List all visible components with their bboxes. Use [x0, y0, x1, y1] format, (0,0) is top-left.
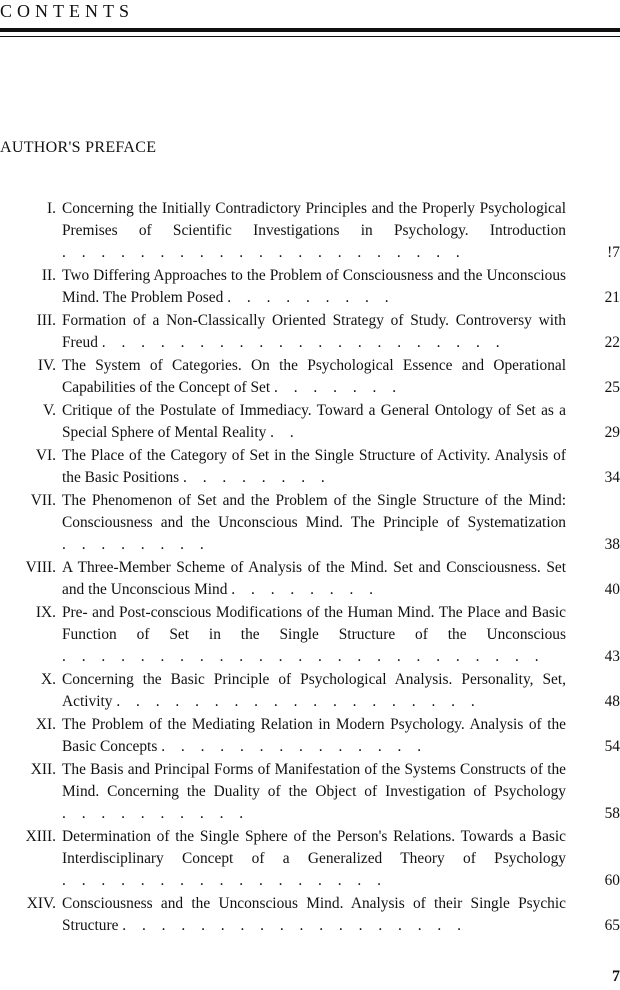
page-number: 21	[604, 289, 620, 306]
dot-leader: . . . . . . . . . . . . . . . . . .	[122, 917, 467, 934]
toc-entry[interactable]	[0, 557, 620, 601]
table-of-contents	[0, 198, 620, 938]
chapter-number: III.	[36, 312, 56, 329]
chapter-title: A Three-Member Scheme of Analysis of the Mind. Set and Consciousness. Set and the Unconscious Mind	[62, 559, 566, 598]
page-title: CONTENTS	[0, 1, 134, 21]
page-number: 25	[604, 379, 620, 396]
page-number: 38	[604, 536, 620, 553]
toc-entry[interactable]	[0, 602, 620, 668]
page-number: 58	[604, 805, 620, 822]
toc-entry[interactable]	[0, 355, 620, 399]
chapter-text	[62, 826, 566, 892]
page-number: 22	[604, 334, 620, 351]
dot-leader: . . . . . . . . .	[227, 289, 395, 306]
folio-page-number: 7	[612, 968, 620, 985]
chapter-text	[62, 714, 566, 758]
toc-entry[interactable]	[0, 198, 620, 264]
chapter-title: Critique of the Postulate of Immediacy. Toward a General Ontology of Set as a Special Sphere of Mental Reality	[62, 402, 566, 441]
page-number: 43	[604, 648, 620, 665]
chapter-number: XIII.	[25, 828, 56, 845]
toc-entry[interactable]	[0, 826, 620, 892]
chapter-number: II.	[41, 267, 56, 284]
dot-leader: . .	[270, 424, 300, 441]
dot-leader: . . . . . . . . . . . . . . . . . . .	[116, 693, 481, 710]
page-number: 54	[604, 738, 620, 755]
page-number: 34	[604, 469, 620, 486]
header-rule-thin	[0, 36, 620, 37]
chapter-title: Determination of the Single Sphere of the Person's Relations. Towards a Basic Interdisciplinary Concept of a Generalized Theory of Psychology	[62, 828, 566, 867]
chapter-title: The System of Categories. On the Psychological Essence and Operational Capabilities of the Concept of Set	[62, 357, 566, 396]
chapter-title: The Problem of the Mediating Relation in Modern Psychology. Analysis of the Basic Concepts	[62, 716, 566, 755]
chapter-number: VI.	[35, 447, 56, 464]
toc-entry[interactable]	[0, 490, 620, 556]
chapter-number: IX.	[35, 604, 56, 621]
chapter-title: Consciousness and the Unconscious Mind. Analysis of their Single Psychic Structure	[62, 895, 566, 934]
chapter-text	[62, 198, 566, 264]
dot-leader: . . . . . . . . . . . . . . . . . . . . .	[62, 244, 466, 261]
chapter-number: V.	[43, 402, 56, 419]
dot-leader: . . . . . . . . . . . . . . . . . . . . .	[101, 334, 506, 351]
chapter-text	[62, 445, 566, 489]
dot-leader: . . . . . . . . . . . . . .	[161, 738, 428, 755]
chapter-text	[62, 602, 566, 668]
chapter-text	[62, 400, 566, 444]
dot-leader: . . . . . . . .	[231, 581, 380, 598]
toc-entry[interactable]	[0, 265, 620, 309]
chapter-number: VII.	[30, 492, 56, 509]
page-number: !7	[607, 244, 620, 261]
page-number: 65	[604, 917, 620, 934]
chapter-number: XIV.	[26, 895, 56, 912]
chapter-title: Two Differing Approaches to the Problem of Consciousness and the Unconscious Mind. The Problem Posed	[62, 267, 566, 306]
chapter-number: IV.	[37, 357, 56, 374]
chapter-title: Concerning the Initially Contradictory Principles and the Properly Psychological Premises of Scientific Investigations in Psychology. Introduction	[62, 200, 566, 239]
chapter-title: The Place of the Category of Set in the Single Structure of Activity. Analysis of the Basic Positions	[62, 447, 566, 486]
chapter-number: XI.	[35, 716, 56, 733]
page-number: 29	[604, 424, 620, 441]
chapter-text	[62, 490, 566, 556]
page-number: 48	[604, 693, 620, 710]
dot-leader: . . . . . . . . . . . . . . . . .	[62, 872, 387, 889]
dot-leader: . . . . . . . .	[183, 469, 331, 486]
chapter-title: The Phenomenon of Set and the Problem of the Single Structure of the Mind: Consciousness and the Unconscious Mind. The Principle of Systematization	[62, 492, 566, 531]
toc-entry[interactable]	[0, 759, 620, 825]
chapter-number: I.	[47, 200, 56, 217]
dot-leader: . . . . . . .	[274, 379, 403, 396]
dot-leader: . . . . . . . . . . . . . . . . . . . . . . . . .	[62, 648, 545, 665]
chapter-title: Concerning the Basic Principle of Psychological Analysis. Personality, Set, Activity	[62, 671, 566, 710]
chapter-text	[62, 310, 566, 354]
toc-entry[interactable]	[0, 669, 620, 713]
chapter-number: XII.	[30, 761, 56, 778]
toc-entry[interactable]	[0, 714, 620, 758]
page-number: 40	[604, 581, 620, 598]
chapter-text	[62, 893, 566, 937]
dot-leader: . . . . . . . . . .	[62, 805, 250, 822]
dot-leader: . . . . . . . .	[62, 536, 210, 553]
chapter-number: X.	[41, 671, 56, 688]
page-number: 60	[604, 872, 620, 889]
chapter-number: VIII.	[25, 559, 56, 576]
section-heading-preface: AUTHOR'S PREFACE	[0, 139, 157, 156]
chapter-text	[62, 355, 566, 399]
chapter-title: Formation of a Non-Classically Oriented Strategy of Study. Controversy with Freud	[62, 312, 566, 351]
toc-entry[interactable]	[0, 400, 620, 444]
toc-entry[interactable]	[0, 445, 620, 489]
chapter-text	[62, 557, 566, 601]
toc-entry[interactable]	[0, 310, 620, 354]
chapter-title: Pre- and Post-conscious Modifications of the Human Mind. The Place and Basic Function of Set in the Single Structure of the Unconscious	[62, 604, 566, 643]
chapter-text	[62, 759, 566, 825]
chapter-title: The Basis and Principal Forms of Manifestation of the Systems Constructs of the Mind. Concerning the Duality of the Object of Investigation of Psychology	[62, 761, 566, 800]
chapter-text	[62, 669, 566, 713]
header-rule-thick	[0, 28, 620, 32]
toc-entry[interactable]	[0, 893, 620, 937]
chapter-text	[62, 265, 566, 309]
